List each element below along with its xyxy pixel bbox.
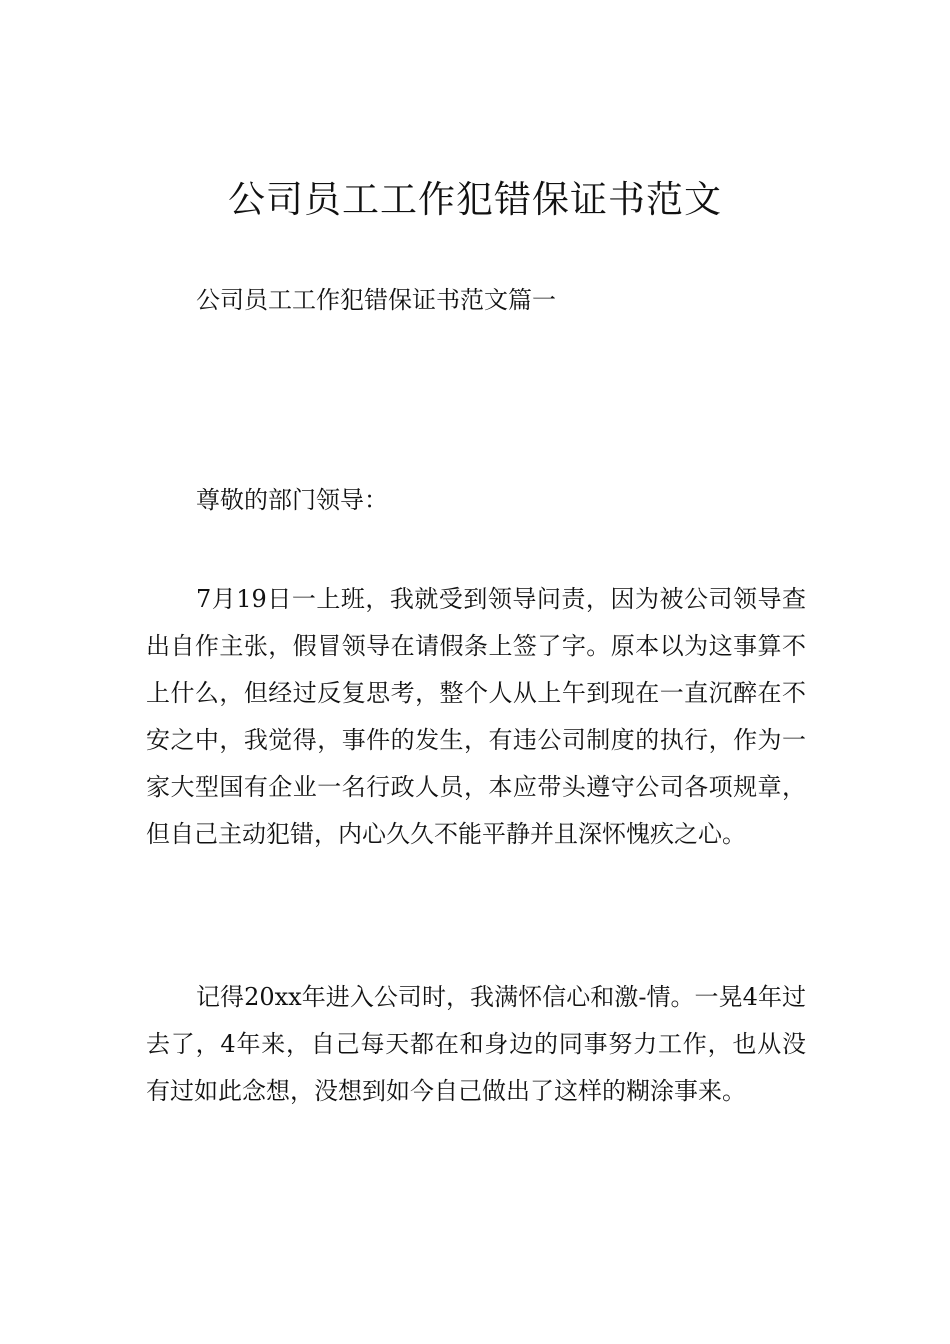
salutation: 尊敬的部门领导： [196, 486, 388, 514]
body-paragraph-1: 7月19日一上班，我就受到领导问责，因为被公司领导查出自作主张，假冒领导在请假条上签了字。原本以为这事算不上什么，但经过反复思考，整个人从上午到现在一直沉醉在不安之中，我觉得，事件的发生，有违公司制度的执行，作为一家大型国有企业一名行政人员，本应带头遵守公司各项规章，但自己主动犯错，内心久久不能平静并且深怀愧疚之心。 [146, 585, 806, 848]
body-paragraph-2: 记得20xx年进入公司时，我满怀信心和激-情。一晃4年过去了，4年来，自己每天都在和身边的同事努力工作，也从没有过如此念想，没想到如今自己做出了这样的糊涂事来。 [146, 983, 806, 1105]
document-title: 公司员工工作犯错保证书范文 [228, 178, 722, 221]
section-heading: 公司员工工作犯错保证书范文篇一 [196, 286, 556, 314]
